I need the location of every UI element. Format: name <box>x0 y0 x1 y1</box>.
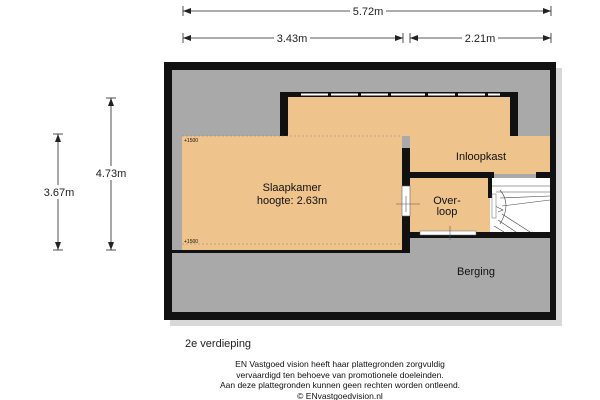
room-label-bedroom-height: hoogte: 2.63m <box>256 195 328 207</box>
room-label-bedroom: Slaapkamer <box>262 182 322 194</box>
dim-right-width: 2.21m <box>464 33 496 45</box>
closet-door <box>492 194 496 218</box>
disclaimer-line: Aan deze plattegronden kunnen geen rechten worden ontleend. <box>219 380 461 390</box>
disclaimer-copyright: © ENvastgoedvision.nl <box>297 390 383 400</box>
dormer-floor <box>288 96 510 136</box>
level-mark-lower: +1500 <box>184 239 199 245</box>
room-label-storage: Berging <box>457 266 495 278</box>
disclaimer-line: EN Vastgoed vision heeft haar plattegronden zorgvuldig <box>235 359 445 369</box>
room-label-landing-1: Over- <box>433 195 461 207</box>
disclaimer <box>130 359 550 400</box>
floor-name: 2e verdieping <box>185 338 252 350</box>
storage-door <box>420 231 476 235</box>
dim-height-outer: 4.73m <box>95 168 127 180</box>
dim-total-width: 5.72m <box>352 6 384 18</box>
dim-height-inner: 3.67m <box>43 187 75 199</box>
room-label-landing-2: loop <box>436 206 458 218</box>
disclaimer-line: vervaardigd ten behoeve van promotionele doeleinden. <box>236 369 444 380</box>
room-label-walk-in-closet: Inloopkast <box>455 151 507 163</box>
level-mark-upper: +1500 <box>184 138 199 144</box>
dim-left-width: 3.43m <box>276 33 308 45</box>
